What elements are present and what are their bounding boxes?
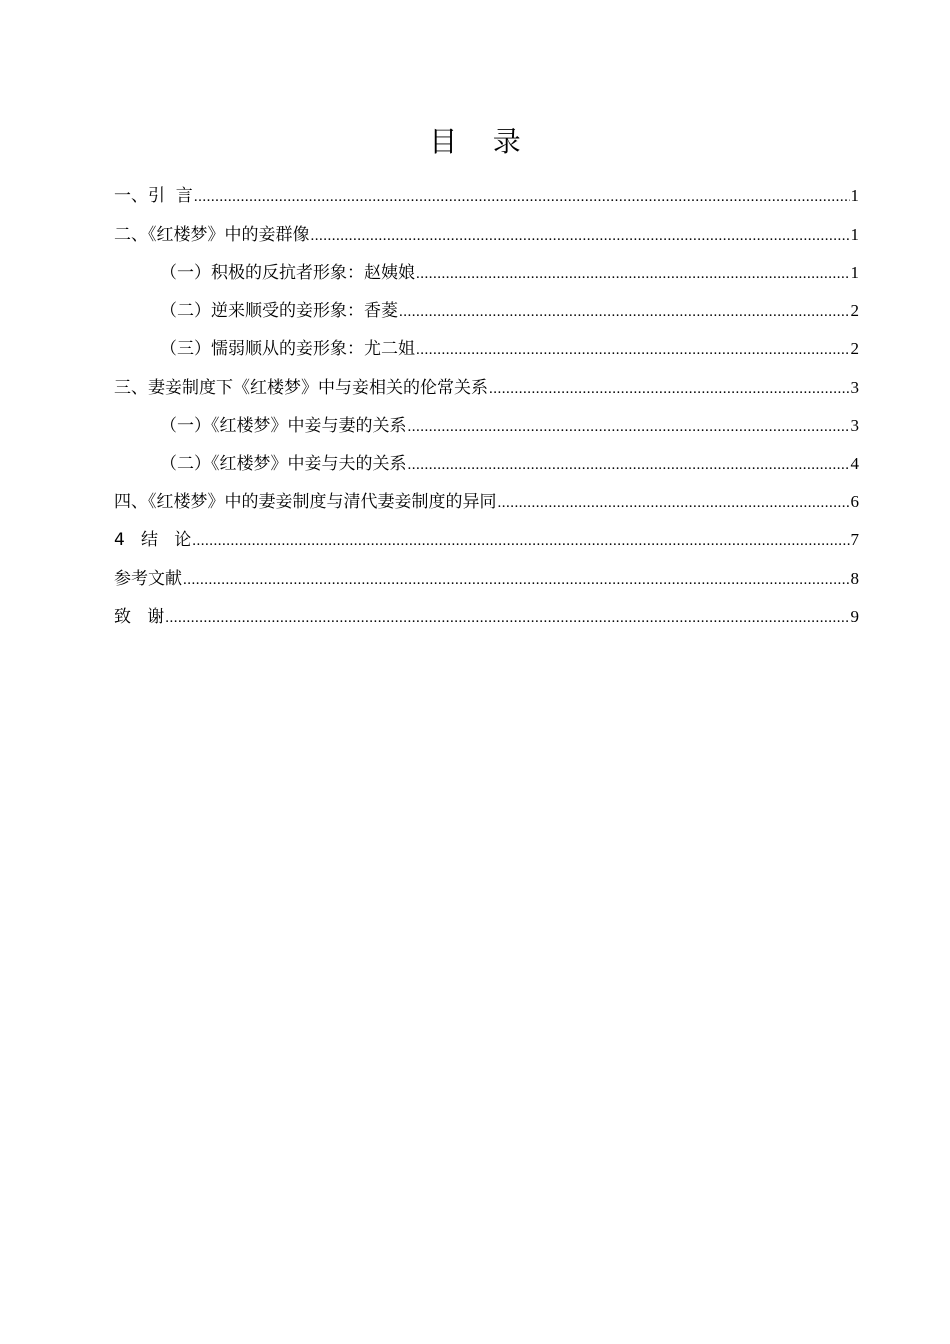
toc-page-number: 2	[850, 301, 859, 320]
toc-page-number: 6	[850, 492, 859, 511]
toc-leader-dots	[194, 184, 850, 210]
toc-entry-text: 参考文献	[114, 569, 182, 589]
toc-entry-text: 三、妻妾制度下《红楼梦》中与妾相关的伦常关系	[114, 378, 488, 398]
toc-entry-text: 一、引 言	[114, 186, 193, 206]
toc-leader-dots	[408, 452, 850, 478]
toc-page-number: 4	[850, 454, 859, 473]
toc-entry-text: 二、《红楼梦》中的妾群像	[114, 225, 310, 245]
toc-entry-xiangling[interactable]	[160, 298, 859, 324]
toc-entry-text: （二）《红楼梦》中妾与夫的关系	[160, 454, 407, 474]
toc-entry-concubine-portraits[interactable]	[114, 222, 859, 248]
toc-entry-conclusion[interactable]	[114, 527, 859, 553]
toc-leader-dots	[416, 337, 850, 363]
toc-entry-concubine-wife[interactable]	[160, 413, 859, 439]
toc-leader-dots	[416, 261, 850, 287]
toc-page-number: 3	[850, 378, 859, 397]
toc-page-number: 1	[850, 263, 859, 282]
toc-leader-dots	[183, 567, 850, 593]
toc-entry-text: 4 结 论	[114, 530, 192, 550]
toc-entry-introduction[interactable]	[114, 183, 859, 209]
toc-page-number: 1	[850, 225, 859, 244]
toc-page-number: 2	[850, 339, 859, 358]
toc-entry-you-erjie[interactable]	[160, 336, 859, 362]
toc-entry-text: （一）积极的反抗者形象：赵姨娘	[160, 263, 415, 283]
toc-leader-dots	[489, 376, 850, 402]
toc-leader-dots	[408, 414, 850, 440]
toc-entry-concubine-husband[interactable]	[160, 451, 859, 477]
toc-leader-dots	[498, 490, 850, 516]
toc-entry-text: （一）《红楼梦》中妾与妻的关系	[160, 416, 407, 436]
toc-leader-dots	[311, 223, 850, 249]
toc-leader-dots	[192, 528, 849, 554]
toc-page-number: 1	[850, 186, 859, 205]
toc-leader-dots	[399, 299, 850, 325]
toc-title: 目 录	[429, 125, 521, 158]
toc-entry-text: 四、《红楼梦》中的妻妾制度与清代妻妾制度的异同	[114, 492, 497, 512]
toc-page-number: 3	[850, 416, 859, 435]
toc-entry-zhao-yiniang[interactable]	[160, 260, 859, 286]
toc-entry-ethical-relations[interactable]	[114, 375, 859, 401]
toc-entry-references[interactable]	[114, 566, 859, 592]
toc-entry-text: 致 谢	[114, 607, 165, 627]
toc-page-number: 8	[850, 569, 859, 588]
toc-page-number: 7	[850, 530, 859, 549]
toc-entry-system-comparison[interactable]	[114, 489, 859, 515]
toc-entry-text: （三）懦弱顺从的妾形象：尤二姐	[160, 339, 415, 359]
toc-entry-text: （二）逆来顺受的妾形象：香菱	[160, 301, 398, 321]
toc-entry-acknowledgements[interactable]	[114, 604, 859, 630]
toc-page-number: 9	[850, 607, 859, 626]
toc-leader-dots	[165, 605, 849, 631]
